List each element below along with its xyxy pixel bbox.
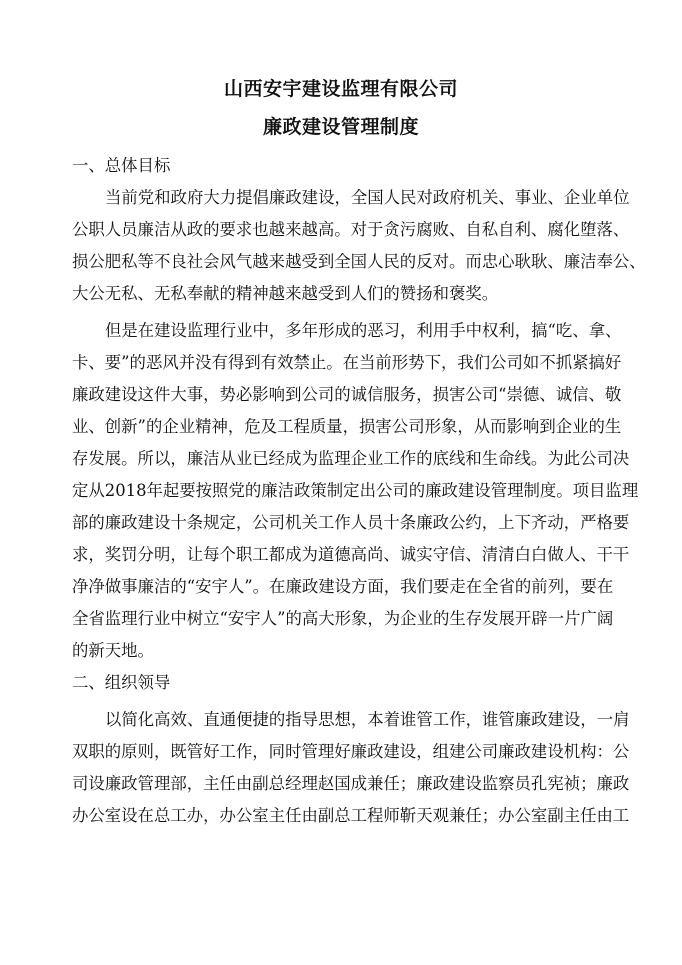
text-line: 双职的原则，既管好工作，同时管理好廉政建设，组建公司廉政建设机构：公 xyxy=(72,742,630,761)
text-line: 的新天地。 xyxy=(72,641,154,660)
text-line: 廉政建设这件大事，势必影响到公司的诚信服务，损害公司“崇德、诚信、敬 xyxy=(72,385,622,404)
paragraph xyxy=(72,315,639,667)
text-line: 全省监理行业中树立“安宇人”的高大形象，为企业的生存发展开辟一片广阔 xyxy=(72,609,614,628)
paragraph xyxy=(72,182,646,310)
paragraph xyxy=(72,704,630,832)
text-line: 以简化高效、直通便捷的指导思想，本着谁管工作，谁管廉政建设，一肩 xyxy=(105,710,630,729)
text-line: 存发展。所以，廉洁从业已经成为监理企业工作的底线和生命线。为此公司决 xyxy=(72,449,630,468)
text-line: 定从2018年起要按照党的廉洁政策制定出公司的廉政建设管理制度。项目监理 xyxy=(72,481,639,500)
company-name: 山西安宇建设监理有限公司 xyxy=(223,78,458,100)
section-heading: 二、组织领导 xyxy=(72,673,171,692)
section-heading: 一、总体目标 xyxy=(72,156,171,175)
text-line: 业、创新”的企业精神，危及工程质量，损害公司形象，从而影响到企业的生 xyxy=(72,417,622,436)
text-line: 司设廉政管理部，主任由副总经理赵国成兼任；廉政建设监察员孔宪祯；廉政 xyxy=(72,774,630,793)
document-body xyxy=(72,150,646,832)
document-title: 廉政建设管理制度 xyxy=(262,116,419,138)
text-line: 求，奖罚分明，让每个职工都成为道德高尚、诚实守信、清清白白做人、干干 xyxy=(72,545,630,564)
text-line: 大公无私、无私奉献的精神越来越受到人们的赞扬和褒奖。 xyxy=(72,284,499,303)
text-line: 办公室设在总工办，办公室主任由副总工程师靳天观兼任；办公室副主任由工 xyxy=(72,806,630,825)
text-line: 当前党和政府大力提倡廉政建设，全国人民对政府机关、事业、企业单位 xyxy=(105,188,630,207)
text-line: 公职人员廉洁从政的要求也越来越高。对于贪污腐败、自私自利、腐化堕落、 xyxy=(72,220,630,239)
text-line: 但是在建设监理行业中，多年形成的恶习，利用手中权利，搞“吃、拿、 xyxy=(105,321,622,340)
text-line: 部的廉政建设十条规定，公司机关工作人员十条廉政公约，上下齐动，严格要 xyxy=(72,513,630,532)
text-line: 损公肥私等不良社会风气越来越受到全国人民的反对。而忠心耿耿、廉洁奉公、 xyxy=(72,252,646,271)
text-line: 净净做事廉洁的“安宇人”。在廉政建设方面，我们要走在全省的前列，要在 xyxy=(72,577,614,596)
text-line: 卡、要”的恶风并没有得到有效禁止。在当前形势下，我们公司如不抓紧搞好 xyxy=(72,353,622,372)
